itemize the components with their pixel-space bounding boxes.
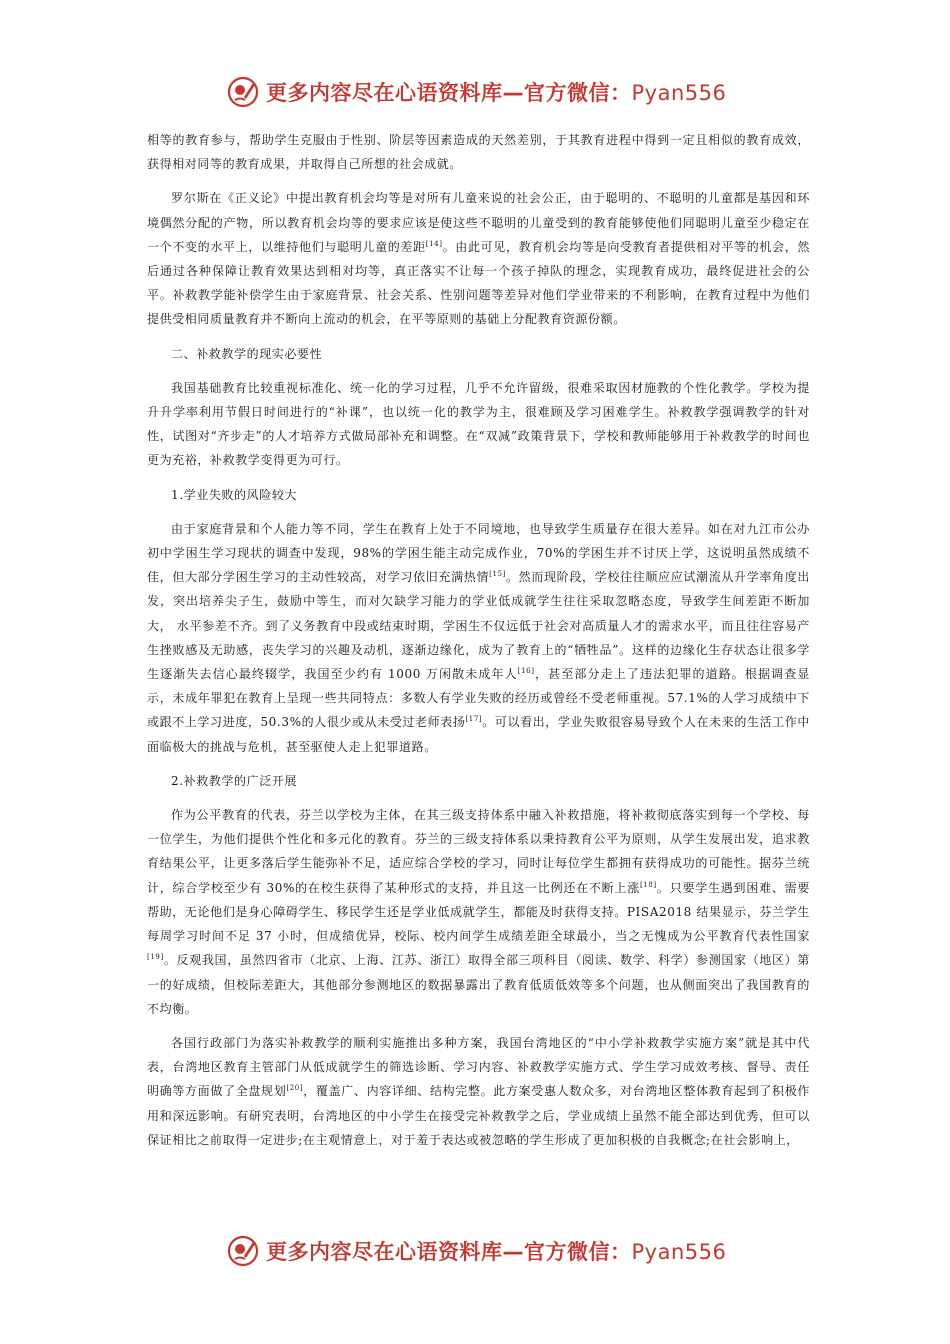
text-run: 罗尔斯在《正义论》中提出教育机会均等是对所有儿童来说的社会公正，由于聪明的、不聪明的儿童都是基因和环境偶然分配的产物，所以教育机会均等的要求应该是使这些不聪明的儿童受到的教育能够使他们同聪明儿童至少稳定在一个不变的水平上，以维持他们与聪明儿童的差距 <box>147 191 810 254</box>
footer-banner <box>226 1233 746 1269</box>
citation-ref: [20] <box>286 1084 304 1093</box>
citation-ref: [16] <box>517 667 535 676</box>
citation-ref: [18] <box>639 880 657 889</box>
section-heading: 2.补救教学的广泛开展 <box>171 773 298 788</box>
citation-ref: [19] <box>147 953 164 962</box>
citation-ref: [17] <box>465 715 483 724</box>
citation-ref: [14] <box>425 239 443 248</box>
text-run: 由于家庭背景和个人能力等不同，学生在教育上处于不同境地，也导致学生质量存在很大差异。如在对九江市公办初中学困生学习现状的调查中发现，98%的学困生能主动完成作业，70%的学困生并不讨厌上学，这说明虽然成绩不佳，但大部分学困生学习的主动性较高，对学习依旧充满热情 <box>147 521 810 585</box>
text-run: 。反观我国，虽然四省市（北京、上海、江苏、浙江）取得全部三项科目（阅读、数学、科学）参测国家（地区）第一的好成绩，但校际差距大，其他部分参测地区的数据暴露出了教育低质低效等多个问题，也从侧面突出了我国教育的不均衡。 <box>147 953 810 1016</box>
paragraph <box>147 517 810 759</box>
section-heading: 二、补救教学的现实必要性 <box>171 346 323 361</box>
text-run: 。只要学生遇到困难、需要帮助，无论他们是身心障碍学生、移民学生还是学业低成就学生，都能及时获得支持。PISA2018 结果显示，芬兰学生每周学习时间不足 37 小时，但成绩优异，校际、校内间学生成绩差距全球最小，当之无愧成为公平教育代表性国家 <box>147 880 810 944</box>
text-run: 。然而现阶段，学校往往顺应应试潮流从升学率角度出发，突出培养尖子生，鼓励中等生，而对欠缺学习能力的学业低成就学生往往采取忽略态度，导致学生间差距不断加大， 水平参差不齐。到了义务教育中段或结束时期，学困生不仅远低于社会对高质量人才的需求水平，而且往往容易产生挫败感及无助感，丧失学习的兴趣及动机，逐渐边缘化，成为了教育上的“牺牲品”。这样的边缘化生存状态让很多学生逐渐失去信心最终辍学，我国至少约有 1000 万闲散未成年人 <box>147 570 811 682</box>
document-body <box>147 128 810 1162</box>
paragraph <box>147 803 810 1021</box>
header-banner <box>226 74 746 110</box>
paragraph <box>147 1031 810 1152</box>
banner-text: 更多内容尽在心语资料库—官方微信：Pyan556 <box>266 81 727 105</box>
paragraph: 相等的教育参与，帮助学生克服由于性别、阶层等因素造成的天然差别，于其教育进程中得到一定且相似的教育成效，获得相对同等的教育成果，并取得自己所想的社会成就。 <box>147 133 810 172</box>
text-run: ，甚至部分走上了违法犯罪的道路。根据调查显示，未成年罪犯在教育上呈现一些共同特点：多数人有学业失败的经历或曾经不受老师重视。57.1%的人学习成绩中下或跟不上学习进度，50.3%的人很少或从未受过老师表扬 <box>147 667 810 730</box>
text-run: ，覆盖广、内容详细、结构完整。此方案受惠人数众多，对台湾地区整体教育起到了积极作用和深远影响。有研究表明，台湾地区的中小学生在接受完补救教学之后，学业成绩上虽然不能全部达到优秀，但可以保证相比之前取得一定进步;在主观情意上，对于羞于表达或被忽略的学生形成了更加积极的自我概念;在社会影响上， <box>147 1084 810 1147</box>
citation-ref: [15] <box>489 570 506 579</box>
wechat-id: Pyan556 <box>631 1240 727 1264</box>
wechat-id: Pyan556 <box>631 81 727 105</box>
text-run: 各国行政部门为落实补救教学的顺利实施推出多种方案，我国台湾地区的“中小学补救教学实施方案”就是其中代表，台湾地区教育主管部门从低成就学生的筛选诊断、学习内容、补救教学实施方式、学生学习成效考核、督导、责任明确等方面做了全盘规划 <box>147 1035 810 1099</box>
text-run: 。可以看出，学业失败很容易导致个人在未来的生活工作中面临极大的挑战与危机，甚至驱使人走上犯罪道路。 <box>147 715 811 754</box>
paragraph: 我国基础教育比较重视标准化、统一化的学习过程，几乎不允许留级，很难采取因材施教的个性化教学。学校为提升升学率利用节假日时间进行的“补课”，也以统一化的教学为主，很难顾及学习困难学生。补救教学强调教学的针对性，试图对“齐步走”的人才培养方式做局部补充和调整。在“双减”政策背景下，学校和教师能够用于补救教学的时间也更为充裕，补救教学变得更为可行。 <box>147 380 810 468</box>
text-run: 。由此可见，教育机会均等是向受教育者提供相对平等的机会，然后通过各种保障让教育效果达到相对均等，真正落实不让每一个孩子掉队的理念，实现教育成功，最终促进社会的公平。补救教学能补偿学生由于家庭背景、社会关系、性别问题等差异对他们学业带来的不利影响，在教育过程中为他们提供受相同质量教育并不断向上流动的机会，在平等原则的基础上分配教育资源份额。 <box>147 239 811 327</box>
banner-text: 更多内容尽在心语资料库—官方微信：Pyan556 <box>266 1240 727 1264</box>
paragraph <box>147 186 810 331</box>
pen-circle-logo-icon <box>226 75 260 109</box>
pen-circle-logo-icon <box>226 1234 260 1268</box>
text-run: 作为公平教育的代表，芬兰以学校为主体，在其三级支持体系中融入补救措施，将补救彻底落实到每一个学校、每一位学生，为他们提供个性化和多元化的教育。芬兰的三级支持体系以秉持教育公平为原则，从学生发展出发，追求教育结果公平，让更多落后学生能弥补不足，适应综合学校的学习，同时让每位学生都拥有获得成功的可能性。据芬兰统计，综合学校至少有 30%的在校生获得了某种形式的支持，并且这一比例还在不断上涨 <box>147 808 810 895</box>
section-heading: 1.学业失败的风险较大 <box>171 487 298 502</box>
